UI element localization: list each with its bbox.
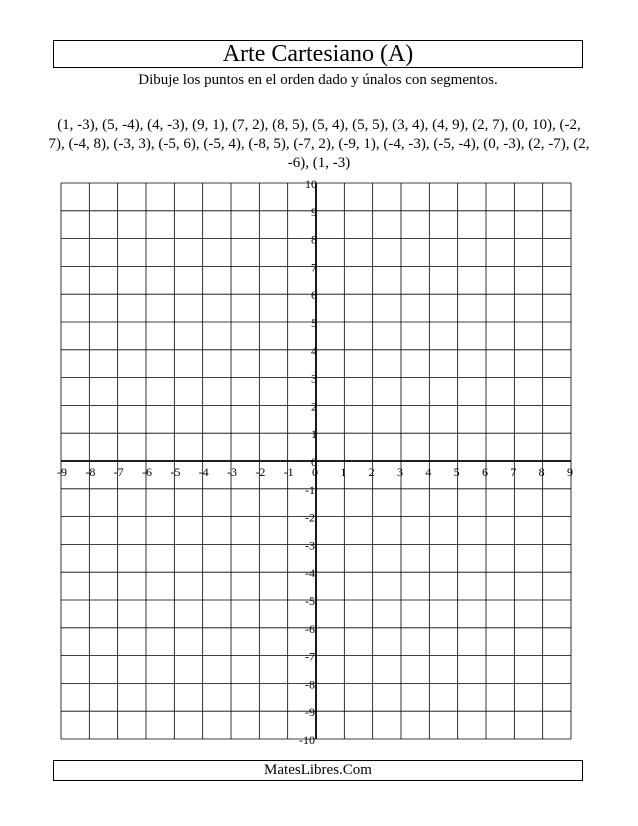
x-tick-label: -6: [142, 465, 152, 479]
footer-box: [53, 760, 583, 781]
y-tick-label: -2: [305, 510, 315, 525]
x-tick-label: 3: [397, 465, 403, 479]
y-tick-label: -5: [305, 594, 315, 608]
x-tick-label: 6: [482, 465, 488, 479]
y-tick-label: -4: [305, 566, 315, 581]
y-tick-label: -7: [305, 649, 315, 664]
y-tick-label: -6: [305, 621, 315, 636]
x-tick-label: 5: [453, 465, 460, 479]
y-tick-label: 8: [311, 232, 317, 247]
y-tick-label: 10: [305, 177, 317, 191]
x-tick-label: -5: [170, 465, 181, 479]
y-tick-label: -3: [305, 538, 315, 553]
x-tick-label: -3: [227, 465, 237, 479]
x-tick-label: 7: [510, 465, 517, 479]
y-tick-label: 3: [311, 371, 317, 386]
x-tick-label: 0: [312, 465, 318, 479]
y-tick-label: -10: [299, 733, 315, 747]
x-tick-label: -4: [198, 465, 209, 479]
y-tick-label: 7: [311, 260, 317, 275]
instructions-text: Dibuje los puntos en el orden dado y únalos con segmentos.: [138, 72, 498, 88]
y-tick-label: 5: [311, 316, 317, 330]
y-tick-label: 1: [311, 427, 317, 442]
y-tick-label: 2: [311, 399, 317, 414]
y-tick-label: 6: [311, 288, 317, 303]
points-list: (1, -3), (5, -4), (4, -3), (9, 1), (7, 2), (8, 5), (5, 4), (5, 5), (3, 4), (4, 9), (2, 7), (0, 10), (-2, 7), (-4, 8), (-3, 3), (-5, 6), (-5, 4), (-8, 5), (-7, 2), (-9, 1), (-4, -3), (-5, -4), (0, -3), (2, -7), (2, -6), (1, -3): [48, 117, 590, 171]
x-tick-label: 4: [425, 465, 432, 479]
x-tick-label: 1: [340, 465, 347, 479]
x-tick-label: -1: [283, 465, 294, 479]
footer-text: MatesLibres.Com: [264, 762, 372, 778]
x-tick-label: 2: [368, 465, 375, 479]
y-tick-label: -8: [305, 677, 315, 692]
x-tick-label: -7: [113, 465, 124, 479]
y-tick-label: -1: [305, 482, 315, 497]
y-tick-label: 9: [311, 204, 317, 219]
x-tick-label: 8: [538, 465, 545, 479]
x-tick-label: -2: [255, 465, 266, 479]
x-tick-label: 9: [567, 465, 573, 479]
y-tick-label: 4: [311, 343, 317, 358]
worksheet-title: Arte Cartesiano (A): [222, 41, 414, 67]
x-tick-label: -8: [85, 465, 96, 479]
x-tick-label: -9: [57, 465, 67, 479]
y-tick-label: -9: [305, 705, 315, 720]
y-tick-label: 0: [311, 455, 317, 469]
